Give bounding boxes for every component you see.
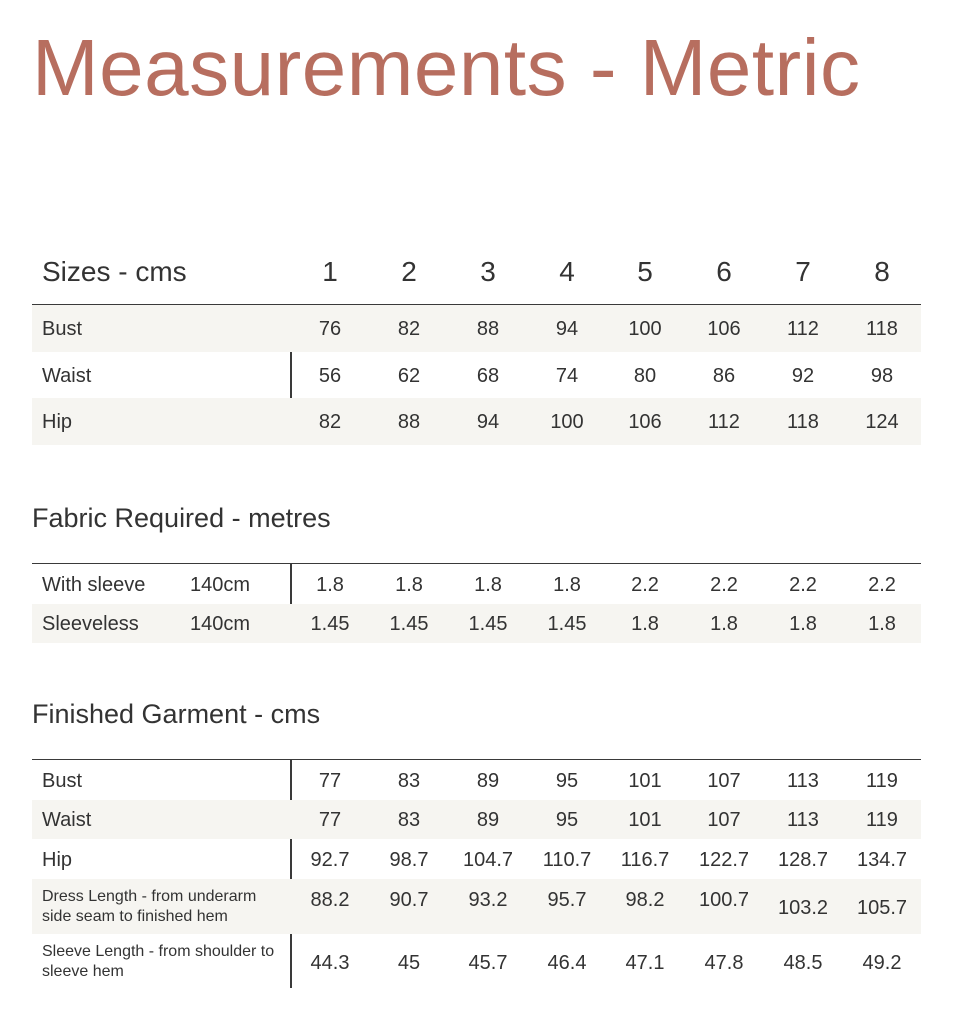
table-cell: 2.2 (868, 574, 896, 596)
table-cell: 95 (555, 770, 579, 792)
table-cell: 105.7 (856, 897, 908, 919)
sizes-label: Sizes - cms (42, 256, 187, 287)
table-row (32, 604, 921, 643)
table-row (32, 839, 921, 879)
table-cell: 88.2 (310, 889, 350, 911)
row-label: Waist (42, 809, 92, 831)
row-label: Bust (42, 770, 83, 792)
table-cell: 92.7 (310, 849, 350, 871)
table-cell: 2.2 (710, 574, 738, 596)
table-cell: 90.7 (389, 889, 429, 911)
table-cell: 89 (476, 809, 500, 831)
row-label: Dress Length - from underarm side seam to finished hem (42, 888, 257, 925)
table-cell: 1.8 (789, 613, 817, 635)
table-cell: 1.8 (553, 574, 581, 596)
row-label: Hip (42, 411, 73, 433)
table-cell: 1.45 (310, 613, 350, 635)
table-cell: 92 (791, 365, 815, 387)
table-cell: 116.7 (620, 849, 670, 871)
table-cell: 94 (555, 318, 579, 340)
size-2: 2 (401, 256, 417, 287)
table-cell: 106 (707, 318, 741, 340)
table-cell: 68 (476, 365, 500, 387)
row-label: With sleeve (42, 574, 146, 596)
table-row (32, 352, 921, 398)
table-cell: 101 (628, 770, 662, 792)
table-cell: 2.2 (631, 574, 659, 596)
table-cell: 119 (866, 770, 898, 792)
table-cell: 77 (318, 770, 342, 792)
table-cell: 122.7 (698, 849, 750, 871)
sizes-header (32, 248, 921, 305)
size-7: 7 (795, 256, 811, 287)
table-cell: 77 (318, 809, 342, 831)
table-cell: 103.2 (777, 897, 829, 919)
table-cell: 128.7 (777, 849, 829, 871)
fabric-section-title: Fabric Required - metres (32, 503, 331, 533)
table-cell: 95.7 (547, 889, 587, 911)
table-cell: 98.2 (625, 889, 665, 911)
table-cell: 80 (633, 365, 657, 387)
table-cell: 118 (787, 411, 819, 433)
table-cell: 107 (707, 809, 741, 831)
table-cell: 49.2 (862, 952, 902, 974)
size-5: 5 (637, 256, 653, 287)
table-cell: 1.8 (474, 574, 502, 596)
table-cell: 56 (318, 365, 342, 387)
table-cell: 134.7 (856, 849, 908, 871)
table-row (32, 564, 921, 604)
finished-section-title: Finished Garment - cms (32, 699, 321, 729)
size-1: 1 (322, 256, 338, 287)
table-cell: 113 (787, 770, 819, 792)
table-cell: 110.7 (542, 849, 592, 871)
fabric-table (32, 563, 921, 643)
table-cell: 113 (787, 809, 819, 831)
size-6: 6 (716, 256, 732, 287)
table-cell: 83 (397, 770, 421, 792)
table-cell: 112 (708, 411, 740, 433)
fabric-width: 140cm (190, 613, 251, 635)
table-cell: 93.2 (468, 889, 508, 911)
table-cell: 88 (397, 411, 421, 433)
table-row (32, 760, 921, 800)
table-cell: 82 (318, 411, 342, 433)
size-4: 4 (559, 256, 575, 287)
row-label: Waist (42, 365, 92, 387)
table-cell: 1.8 (710, 613, 738, 635)
table-cell: 62 (397, 365, 421, 387)
table-cell: 1.8 (868, 613, 896, 635)
table-cell: 86 (712, 365, 736, 387)
table-cell: 47.1 (625, 952, 665, 974)
table-cell: 46.4 (547, 952, 587, 974)
table-row (32, 800, 921, 839)
body-measurements-table (32, 305, 921, 445)
table-cell: 88 (476, 318, 500, 340)
table-cell: 1.8 (631, 613, 659, 635)
table-cell: 106 (628, 411, 662, 433)
table-cell: 82 (397, 318, 421, 340)
size-8: 8 (874, 256, 890, 287)
table-cell: 1.45 (547, 613, 587, 635)
table-cell: 101 (628, 809, 662, 831)
table-cell: 1.8 (395, 574, 423, 596)
table-cell: 94 (476, 411, 500, 433)
table-cell: 45 (397, 952, 421, 974)
table-cell: 95 (555, 809, 579, 831)
table-cell: 118 (866, 318, 898, 340)
table-cell: 44.3 (310, 952, 350, 974)
row-label: Sleeveless (42, 613, 139, 635)
table-cell: 119 (866, 809, 898, 831)
table-row (32, 879, 921, 934)
table-row (32, 305, 921, 352)
table-cell: 1.8 (316, 574, 344, 596)
table-cell: 89 (476, 770, 500, 792)
table-cell: 107 (707, 770, 741, 792)
finished-table (32, 759, 921, 988)
size-3: 3 (480, 256, 496, 287)
row-label: Sleeve Length - from shoulder to sleeve hem (42, 943, 275, 980)
table-row (32, 934, 921, 988)
table-cell: 45.7 (468, 952, 508, 974)
table-cell: 98.7 (389, 849, 429, 871)
table-cell: 74 (555, 365, 579, 387)
table-row (32, 398, 921, 445)
table-cell: 100 (628, 318, 662, 340)
table-cell: 100.7 (698, 889, 750, 911)
table-cell: 1.45 (389, 613, 429, 635)
table-cell: 2.2 (789, 574, 817, 596)
table-cell: 112 (787, 318, 819, 340)
page-title: Measurements - Metric (32, 23, 861, 112)
table-cell: 83 (397, 809, 421, 831)
row-label: Hip (42, 849, 73, 871)
table-cell: 98 (870, 365, 894, 387)
table-cell: 1.45 (468, 613, 508, 635)
fabric-width: 140cm (190, 574, 251, 596)
table-cell: 124 (865, 411, 899, 433)
table-cell: 48.5 (783, 952, 823, 974)
table-cell: 104.7 (462, 849, 514, 871)
table-cell: 47.8 (704, 952, 744, 974)
table-cell: 100 (550, 411, 584, 433)
row-label: Bust (42, 318, 83, 340)
table-cell: 76 (318, 318, 342, 340)
